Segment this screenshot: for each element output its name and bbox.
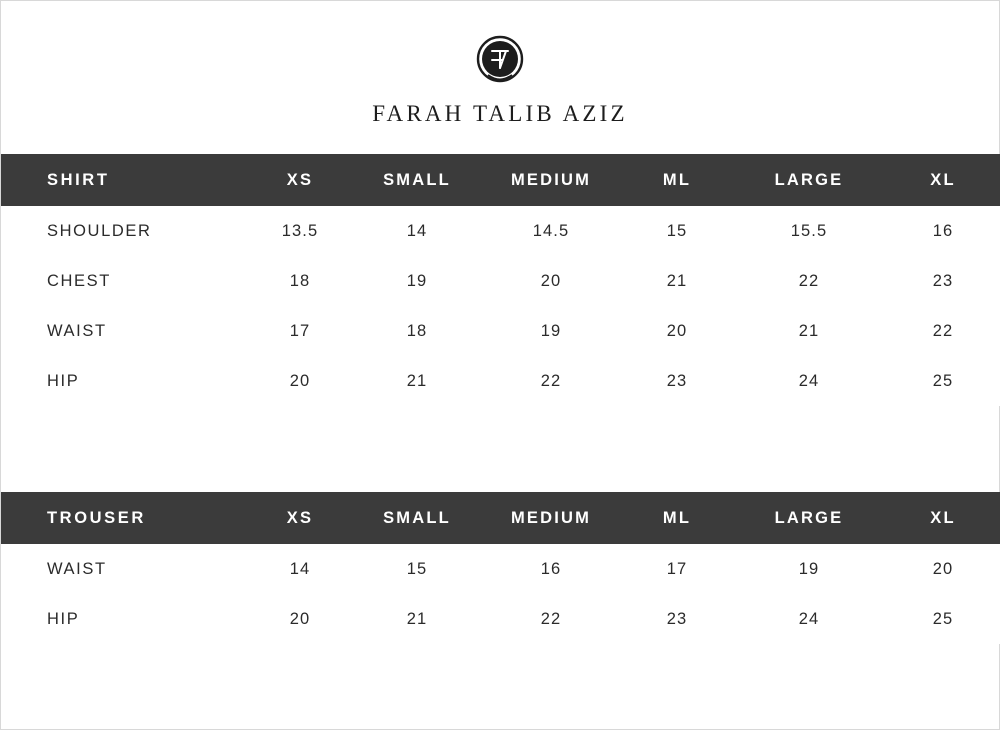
cell-hip-xs: 20 xyxy=(247,356,353,406)
cell-waist-xl: 22 xyxy=(885,306,1000,356)
table-row xyxy=(1,594,1000,644)
cell-trouser-hip-small: 21 xyxy=(353,594,481,644)
cell-trouser-waist-small: 15 xyxy=(353,544,481,594)
column-header-large: LARGE xyxy=(733,492,885,544)
cell-waist-large: 21 xyxy=(733,306,885,356)
cell-trouser-waist-xs: 14 xyxy=(247,544,353,594)
cell-trouser-waist-ml: 17 xyxy=(621,544,733,594)
cell-shoulder-xs: 13.5 xyxy=(247,206,353,256)
cell-waist-medium: 19 xyxy=(481,306,621,356)
row-label-waist: WAIST xyxy=(1,306,247,356)
cell-hip-small: 21 xyxy=(353,356,481,406)
column-header-xl: XL xyxy=(885,492,1000,544)
cell-trouser-waist-medium: 16 xyxy=(481,544,621,594)
shirt-size-table xyxy=(1,154,1000,406)
brand-header xyxy=(1,1,999,154)
table-row xyxy=(1,256,1000,306)
column-header-ml: ML xyxy=(621,154,733,206)
table-header-row xyxy=(1,154,1000,206)
column-header-ml: ML xyxy=(621,492,733,544)
cell-chest-xl: 23 xyxy=(885,256,1000,306)
table-row xyxy=(1,306,1000,356)
cell-chest-xs: 18 xyxy=(247,256,353,306)
cell-trouser-hip-medium: 22 xyxy=(481,594,621,644)
row-label-shoulder: SHOULDER xyxy=(1,206,247,256)
column-header-xs: XS xyxy=(247,492,353,544)
cell-waist-small: 18 xyxy=(353,306,481,356)
column-header-shirt: SHIRT xyxy=(1,154,247,206)
table-separator xyxy=(1,406,999,492)
column-header-medium: MEDIUM xyxy=(481,154,621,206)
column-header-xs: XS xyxy=(247,154,353,206)
column-header-small: SMALL xyxy=(353,492,481,544)
brand-crest-logo-icon xyxy=(468,29,532,93)
cell-chest-medium: 20 xyxy=(481,256,621,306)
cell-waist-ml: 20 xyxy=(621,306,733,356)
cell-shoulder-small: 14 xyxy=(353,206,481,256)
row-label-hip: HIP xyxy=(1,356,247,406)
cell-trouser-waist-xl: 20 xyxy=(885,544,1000,594)
row-label-trouser-hip: HIP xyxy=(1,594,247,644)
table-row xyxy=(1,206,1000,256)
cell-hip-ml: 23 xyxy=(621,356,733,406)
cell-trouser-hip-xl: 25 xyxy=(885,594,1000,644)
cell-chest-ml: 21 xyxy=(621,256,733,306)
cell-trouser-waist-large: 19 xyxy=(733,544,885,594)
column-header-small: SMALL xyxy=(353,154,481,206)
cell-hip-xl: 25 xyxy=(885,356,1000,406)
column-header-large: LARGE xyxy=(733,154,885,206)
cell-hip-medium: 22 xyxy=(481,356,621,406)
column-header-xl: XL xyxy=(885,154,1000,206)
brand-name: FARAH TALIB AZIZ xyxy=(372,100,628,126)
cell-shoulder-large: 15.5 xyxy=(733,206,885,256)
cell-shoulder-medium: 14.5 xyxy=(481,206,621,256)
column-header-trouser: TROUSER xyxy=(1,492,247,544)
page-footer-space xyxy=(1,644,999,729)
table-row xyxy=(1,356,1000,406)
table-header-row xyxy=(1,492,1000,544)
trouser-size-table xyxy=(1,492,1000,644)
column-header-medium: MEDIUM xyxy=(481,492,621,544)
cell-hip-large: 24 xyxy=(733,356,885,406)
cell-chest-small: 19 xyxy=(353,256,481,306)
cell-trouser-hip-ml: 23 xyxy=(621,594,733,644)
cell-trouser-hip-xs: 20 xyxy=(247,594,353,644)
cell-waist-xs: 17 xyxy=(247,306,353,356)
cell-shoulder-xl: 16 xyxy=(885,206,1000,256)
row-label-trouser-waist: WAIST xyxy=(1,544,247,594)
row-label-chest: CHEST xyxy=(1,256,247,306)
cell-trouser-hip-large: 24 xyxy=(733,594,885,644)
table-row xyxy=(1,544,1000,594)
cell-chest-large: 22 xyxy=(733,256,885,306)
cell-shoulder-ml: 15 xyxy=(621,206,733,256)
